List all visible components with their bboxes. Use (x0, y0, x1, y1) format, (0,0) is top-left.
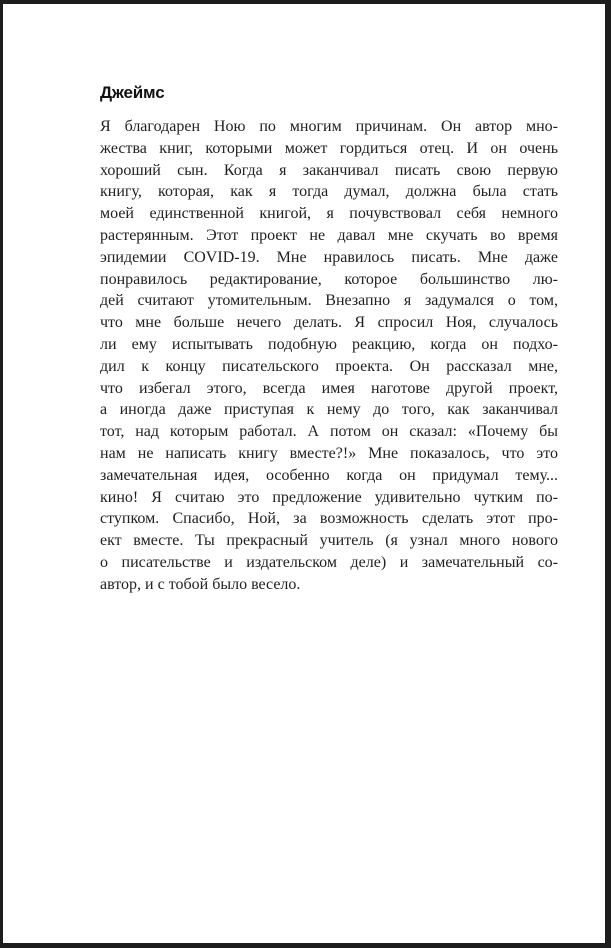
text-block (100, 84, 558, 596)
text-line: книгу, которая, как я тогда думал, должна была стать (100, 183, 558, 201)
text-line: что мне больше нечего делать. Я спросил Ноя, случалось (100, 314, 558, 332)
text-line: понравилось редактирование, которое большинство лю- (100, 270, 558, 288)
text-line: автор, и с тобой было весело. (100, 575, 301, 593)
text-line: эпидемии COVID-19. Мне нравилось писать. Мне даже (100, 248, 558, 266)
text-line: нам не написать книгу вместе?!» Мне показалось, что это (100, 444, 558, 462)
section-heading: Джеймс (100, 83, 165, 102)
text-line: ступком. Спасибо, Ной, за возможность сделать этот про- (100, 510, 558, 528)
text-line: что избегал этого, всегда имея наготове другой проект, (100, 379, 558, 397)
text-line: а иногда даже приступая к нему до того, как заканчивал (100, 401, 558, 419)
text-line: кино! Я считаю это предложение удивительно чутким по- (100, 488, 558, 506)
text-line: тот, над которым работал. А потом он сказал: «Почему бы (100, 423, 558, 441)
text-line: Я благодарен Ною по многим причинам. Он автор мно- (100, 118, 558, 135)
text-line: ли ему испытывать подобную реакцию, когда он подхо- (100, 335, 558, 353)
text-line: дил к концу писательского проекта. Он рассказал мне, (100, 357, 558, 375)
text-line: хороший сын. Когда я заканчивал писать свою первую (100, 161, 558, 179)
text-line: растерянным. Этот проект не давал мне скучать во время (100, 226, 558, 244)
text-line: замечательная идея, особенно когда он придумал тему... (100, 466, 558, 484)
text-line: ект вместе. Ты прекрасный учитель (я узнал много нового (100, 532, 558, 550)
text-line: дей считают утомительным. Внезапно я задумался о том, (100, 292, 558, 310)
paragraph (100, 116, 558, 596)
text-line: жества книг, которыми может гордиться отец. И он очень (100, 139, 558, 157)
text-line: моей единственной книгой, я почувствовал себя немного (100, 205, 558, 223)
text-line: о писательстве и издательском деле) и замечательный со- (100, 553, 558, 571)
